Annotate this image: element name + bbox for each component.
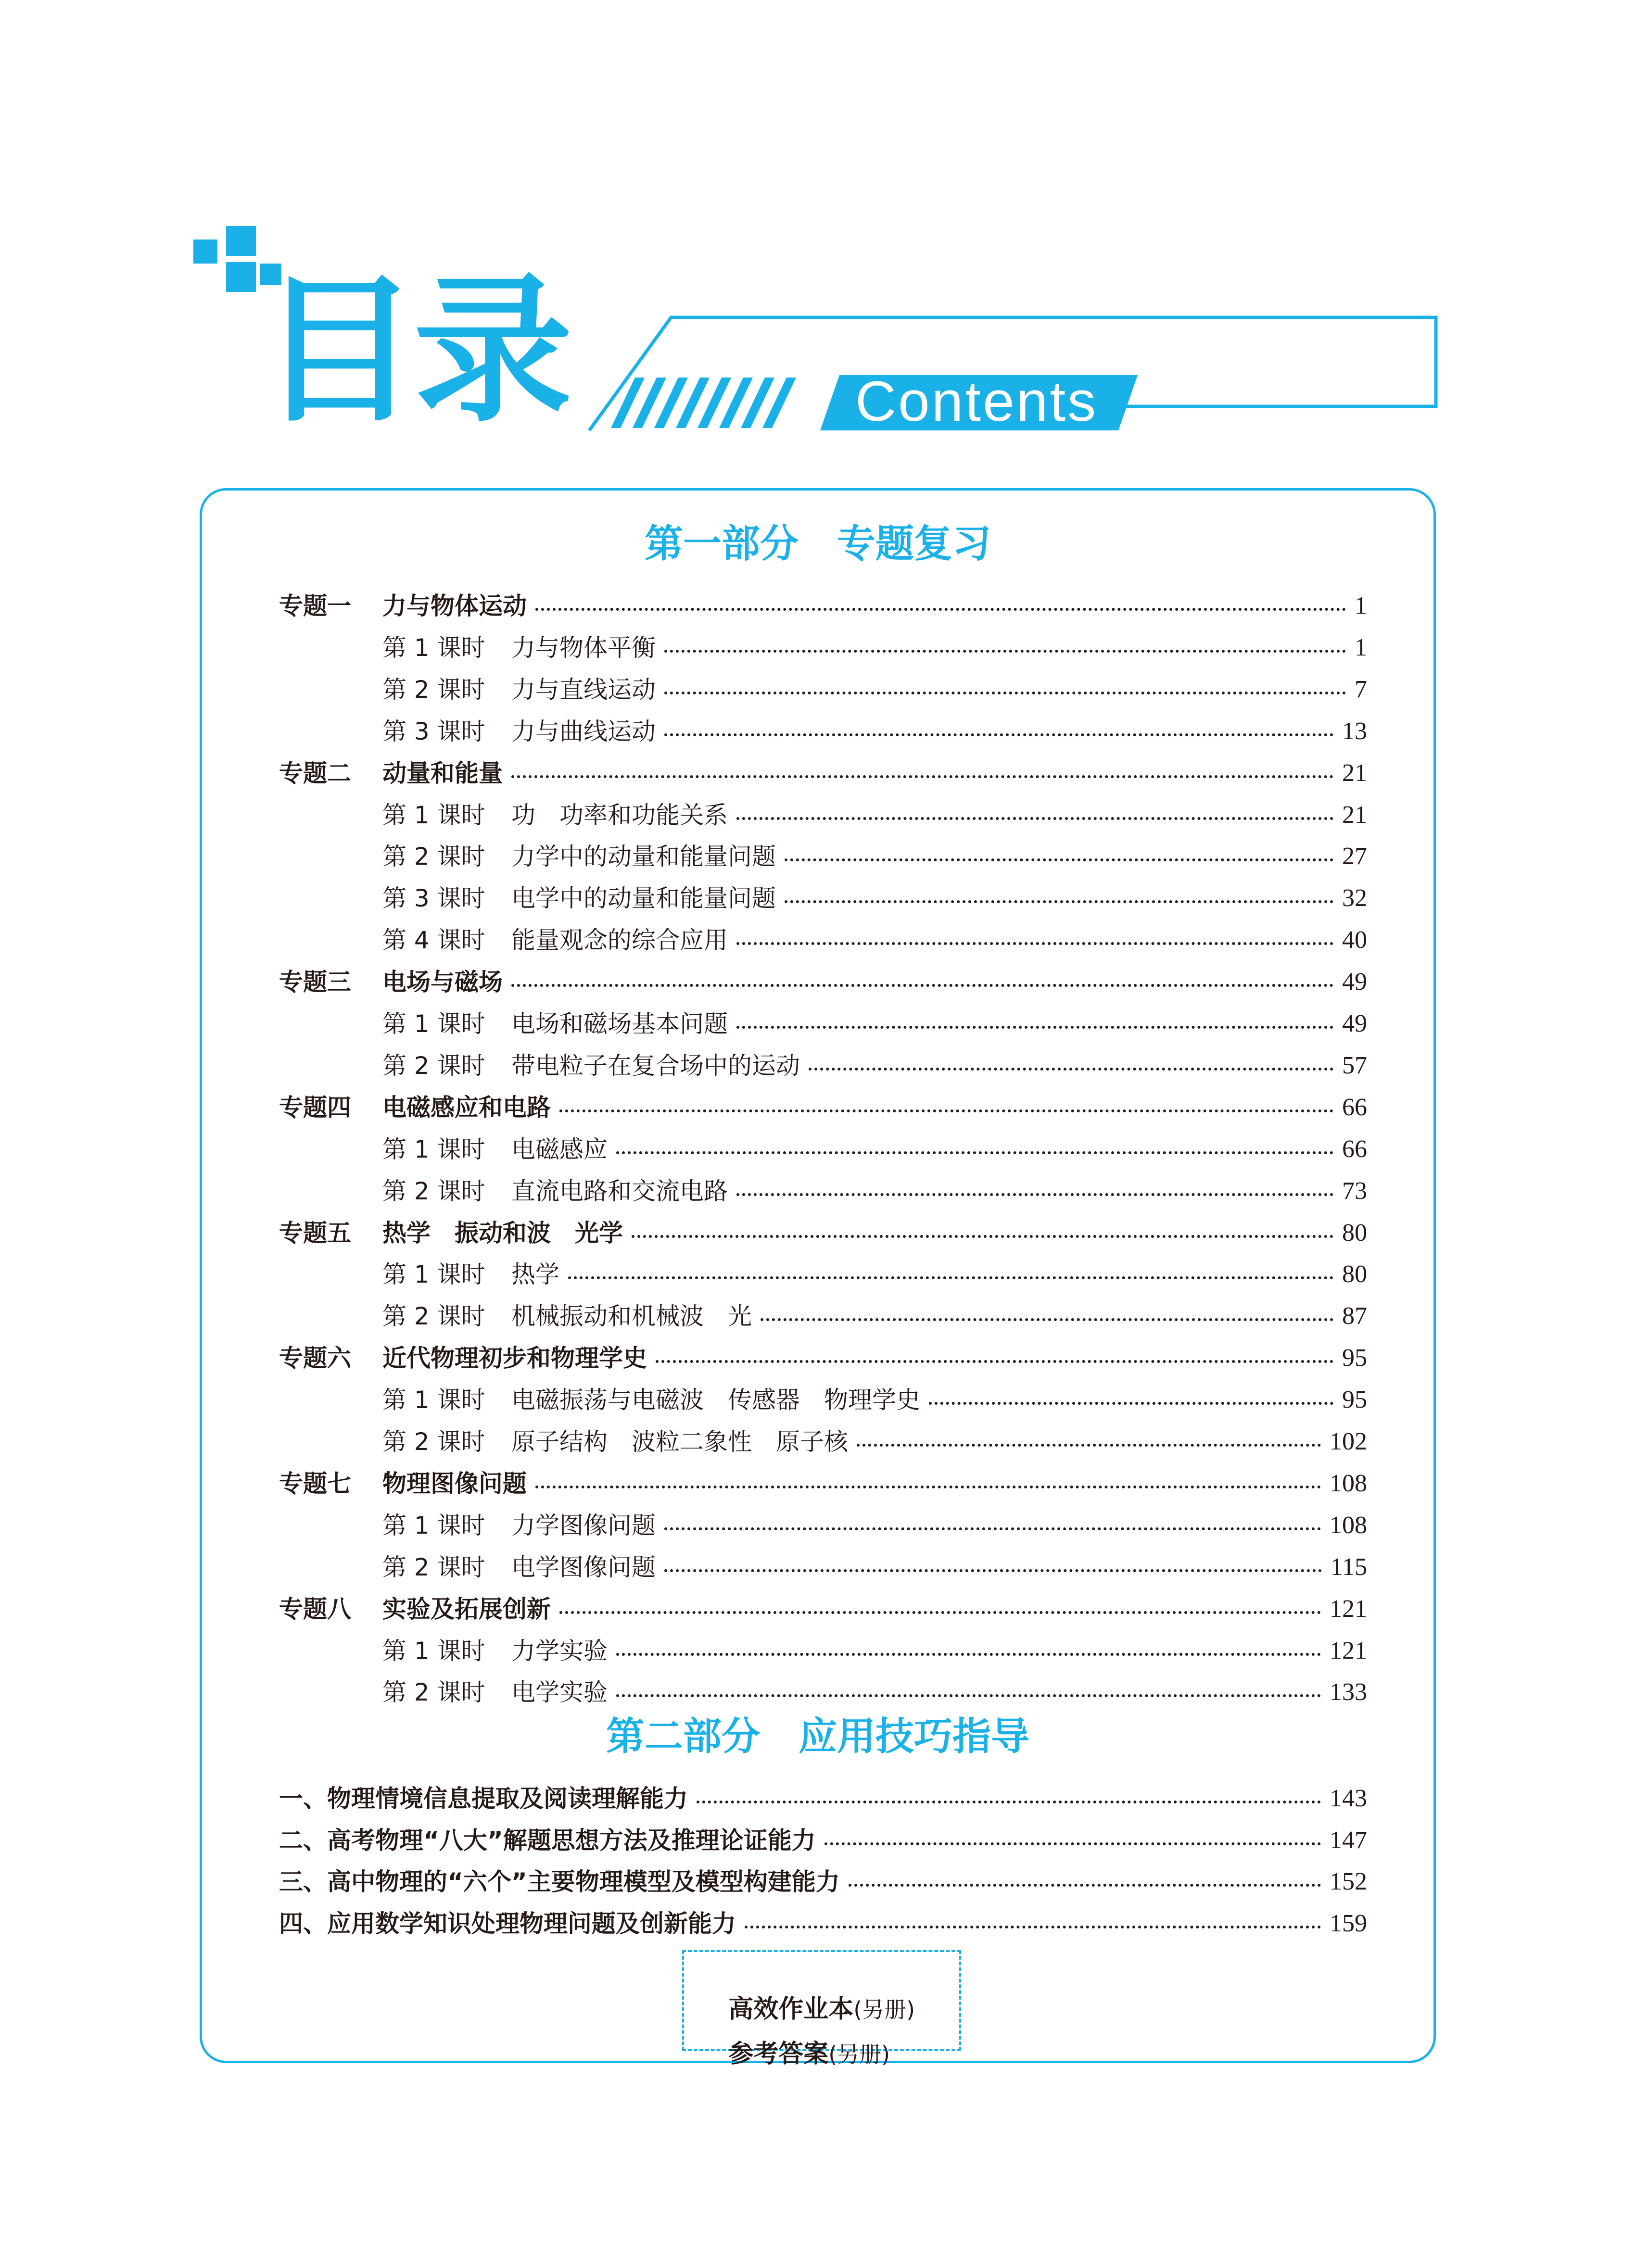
dot-leader (824, 1842, 1321, 1845)
entry-label: 第 2 课时 (382, 1678, 485, 1706)
entry-label: 专题七 (279, 1470, 351, 1498)
entry-title: 电磁感应和电路 (382, 1094, 551, 1121)
toc-lesson-entry[interactable] (382, 1423, 1367, 1461)
toc-topic-entry[interactable] (279, 1088, 1367, 1127)
page-number: 108 (1330, 1470, 1367, 1497)
entry-label: 第 1 课时 (382, 1135, 485, 1163)
entry-title: 力与物体平衡 (511, 634, 656, 662)
toc-lesson-entry[interactable] (382, 1130, 1367, 1169)
entry-title: 电学中的动量和能量问题 (511, 884, 776, 912)
page-number: 49 (1342, 968, 1367, 995)
entry-label: 第 2 课时 (382, 843, 485, 870)
page-number: 108 (1330, 1512, 1367, 1539)
entry-title: 近代物理初步和物理学史 (382, 1344, 647, 1372)
extra-item[interactable] (711, 2004, 890, 2069)
dot-leader (857, 1444, 1321, 1447)
entry-title: 电场和磁场基本问题 (511, 1010, 728, 1038)
dot-leader (929, 1402, 1333, 1405)
entry-label: 专题二 (279, 759, 351, 787)
dot-leader (736, 817, 1333, 820)
page-number: 80 (1342, 1260, 1367, 1288)
entry-label: 专题五 (279, 1219, 351, 1247)
dot-leader (616, 1694, 1321, 1697)
dot-leader (511, 775, 1333, 778)
toc-topic-entry[interactable] (279, 1464, 1367, 1503)
page-number: 95 (1342, 1386, 1367, 1413)
toc-lesson-entry[interactable] (382, 879, 1367, 918)
toc-topic-entry[interactable] (279, 1214, 1367, 1252)
extra-title: 高效作业本 (728, 1995, 854, 2024)
page-number: 49 (1342, 1010, 1367, 1037)
dot-leader (664, 1569, 1322, 1572)
entry-label: 第 3 课时 (382, 718, 485, 745)
dot-leader (809, 1068, 1333, 1071)
entry-title: 功 功率和功能关系 (511, 801, 728, 829)
page-number: 57 (1342, 1052, 1367, 1079)
toc-topic-entry[interactable] (279, 1339, 1367, 1377)
page-number: 133 (1330, 1678, 1367, 1706)
page-number: 1 (1355, 592, 1367, 619)
extra-title: 参考答案 (728, 2040, 829, 2068)
entry-label: 第 2 课时 (382, 1177, 485, 1205)
entry-title: 电磁感应 (511, 1135, 608, 1163)
entry-title: 力学实验 (511, 1637, 608, 1665)
page-number: 1 (1355, 634, 1367, 661)
entry-label: 专题四 (279, 1094, 351, 1121)
entry-title: 实验及拓展创新 (382, 1595, 551, 1623)
entry-title: 电学图像问题 (511, 1553, 656, 1581)
toc-part2-entry[interactable] (279, 1779, 1367, 1818)
toc-lesson-entry[interactable] (382, 1297, 1367, 1336)
page-number: 21 (1342, 759, 1367, 787)
page-number: 13 (1342, 718, 1367, 745)
part1-title: 第一部分 专题复习 (645, 521, 991, 566)
entry-title: 二、高考物理“八大”解题思想方法及推理论证能力 (279, 1827, 816, 1854)
entry-title: 直流电路和交流电路 (511, 1177, 728, 1205)
dot-leader (664, 1527, 1321, 1530)
toc-lesson-entry[interactable] (382, 1381, 1367, 1419)
dot-leader (736, 942, 1333, 945)
toc-lesson-entry[interactable] (382, 1172, 1367, 1210)
entry-title: 力与曲线运动 (511, 718, 656, 745)
page-number: 95 (1342, 1344, 1367, 1372)
toc-lesson-entry[interactable] (382, 1046, 1367, 1085)
entry-label: 第 1 课时 (382, 634, 485, 662)
toc-lesson-entry[interactable] (382, 796, 1367, 834)
entry-title: 能量观念的综合应用 (511, 926, 728, 954)
dot-leader (616, 1653, 1321, 1656)
page-number: 40 (1342, 926, 1367, 954)
dot-leader (736, 1193, 1333, 1196)
entry-title: 力学图像问题 (511, 1512, 656, 1539)
entry-label: 第 2 课时 (382, 1553, 485, 1581)
entry-title: 电学实验 (511, 1678, 608, 1706)
toc-lesson-entry[interactable] (382, 712, 1367, 751)
dot-leader (664, 733, 1333, 736)
dot-leader (785, 900, 1333, 903)
dot-leader (761, 1318, 1333, 1321)
dot-leader (511, 984, 1333, 987)
entry-label: 专题八 (279, 1595, 351, 1623)
toc-lesson-entry[interactable] (382, 837, 1367, 876)
dot-leader (664, 692, 1346, 694)
dot-leader (559, 1109, 1333, 1112)
entry-title: 动量和能量 (382, 759, 503, 787)
page-number: 159 (1330, 1910, 1367, 1937)
dot-leader (849, 1884, 1321, 1887)
dot-leader (568, 1276, 1333, 1279)
toc-lesson-entry[interactable] (382, 1673, 1367, 1712)
entry-label: 第 1 课时 (382, 801, 485, 829)
page-number: 7 (1355, 676, 1367, 703)
entry-title: 电场与磁场 (382, 968, 503, 996)
part2-title: 第二部分 应用技巧指导 (606, 1714, 1029, 1759)
dot-leader (697, 1801, 1321, 1803)
header-decoration (0, 0, 1636, 481)
dot-leader (664, 650, 1346, 653)
entry-label: 专题一 (279, 592, 351, 620)
toc-topic-entry[interactable] (279, 1590, 1367, 1628)
toc-topic-entry[interactable] (279, 754, 1367, 793)
toc-lesson-entry[interactable] (382, 629, 1367, 667)
entry-title: 三、高中物理的“六个”主要物理模型及模型构建能力 (279, 1868, 840, 1896)
dot-leader (559, 1611, 1321, 1614)
entry-label: 第 1 课时 (382, 1260, 485, 1288)
entry-label: 第 1 课时 (382, 1637, 485, 1665)
entry-label: 第 2 课时 (382, 1428, 485, 1456)
dot-leader (632, 1235, 1333, 1238)
page-number: 66 (1342, 1135, 1367, 1163)
toc-lesson-entry[interactable] (382, 1506, 1367, 1545)
page-number: 66 (1342, 1094, 1367, 1121)
toc-lesson-entry[interactable] (382, 921, 1367, 959)
toc-lesson-entry[interactable] (382, 1005, 1367, 1043)
toc-part2-entry[interactable] (279, 1821, 1367, 1860)
page-number: 121 (1330, 1595, 1367, 1623)
entry-label: 第 1 课时 (382, 1512, 485, 1539)
page-number: 152 (1330, 1868, 1367, 1895)
dot-leader (535, 1486, 1321, 1488)
page-title: 目录 (260, 259, 568, 443)
entry-title: 原子结构 波粒二象性 原子核 (511, 1428, 848, 1456)
dot-leader (785, 858, 1333, 861)
page-number: 147 (1330, 1827, 1367, 1854)
entry-label: 第 2 课时 (382, 676, 485, 704)
toc-lesson-entry[interactable] (382, 1255, 1367, 1294)
entry-label: 第 4 课时 (382, 926, 485, 954)
entry-title: 电磁振荡与电磁波 传感器 物理学史 (511, 1386, 920, 1414)
dot-leader (535, 608, 1346, 611)
page-number: 102 (1330, 1428, 1367, 1455)
toc-lesson-entry[interactable] (382, 670, 1367, 709)
entry-label: 专题三 (279, 968, 351, 996)
dot-leader (616, 1151, 1333, 1154)
contents-label: Contents (855, 370, 1098, 433)
dot-leader (736, 1026, 1333, 1029)
page-number: 21 (1342, 801, 1367, 829)
page-number: 80 (1342, 1219, 1367, 1247)
page-number: 87 (1342, 1302, 1367, 1330)
toc-lesson-entry[interactable] (382, 1548, 1367, 1587)
entry-label: 第 1 课时 (382, 1386, 485, 1414)
page-number: 73 (1342, 1177, 1367, 1205)
dot-leader (656, 1360, 1333, 1363)
entry-title: 力学中的动量和能量问题 (511, 843, 776, 870)
entry-title: 一、物理情境信息提取及阅读理解能力 (279, 1785, 688, 1813)
entry-title: 力与物体运动 (382, 592, 527, 620)
entry-label: 第 1 课时 (382, 1010, 485, 1038)
toc-lesson-entry[interactable] (382, 1632, 1367, 1670)
page-number: 115 (1330, 1553, 1367, 1581)
entry-title: 带电粒子在复合场中的运动 (511, 1052, 800, 1080)
toc-topic-entry[interactable] (279, 963, 1367, 1001)
entry-label: 第 3 课时 (382, 884, 485, 912)
entry-title: 热学 (511, 1260, 559, 1288)
page-number: 143 (1330, 1785, 1367, 1812)
entry-title: 四、应用数学知识处理物理问题及创新能力 (279, 1910, 736, 1938)
toc-part2-entry[interactable] (279, 1863, 1367, 1901)
entry-title: 物理图像问题 (382, 1470, 527, 1498)
extra-note: (另册) (853, 1997, 915, 2023)
entry-title: 热学 振动和波 光学 (382, 1219, 623, 1247)
page-number: 32 (1342, 884, 1367, 912)
entry-label: 第 2 课时 (382, 1052, 485, 1080)
toc-part2-entry[interactable] (279, 1904, 1367, 1943)
entry-title: 力与直线运动 (511, 676, 656, 704)
entry-label: 专题六 (279, 1344, 351, 1372)
extra-note: (另册) (828, 2041, 890, 2067)
toc-topic-entry[interactable] (279, 587, 1367, 625)
page-number: 121 (1330, 1637, 1367, 1664)
entry-title: 机械振动和机械波 光 (511, 1302, 752, 1330)
entry-label: 第 2 课时 (382, 1302, 485, 1330)
page-number: 27 (1342, 843, 1367, 870)
dot-leader (745, 1926, 1321, 1928)
